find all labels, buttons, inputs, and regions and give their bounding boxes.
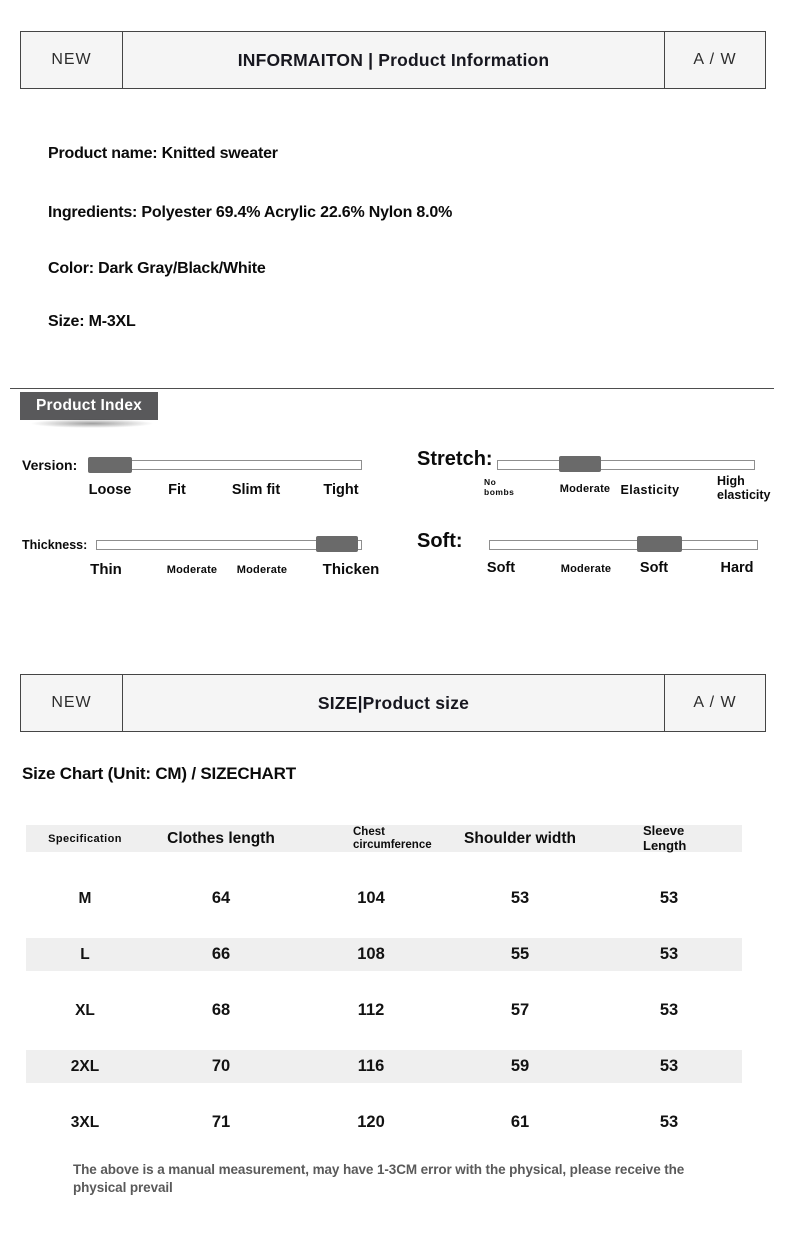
sleeve-length-value: 53 (659, 1057, 679, 1075)
stretch-option-high-elasticity: High elasticity (717, 474, 771, 502)
size-range-line: Size: M-3XL (48, 313, 136, 330)
version-option-loose: Loose (88, 482, 132, 498)
thickness-slider-indicator (316, 536, 358, 552)
size-table (26, 825, 742, 1162)
ingredients-line: Ingredients: Polyester 69.4% Acrylic 22.6% Nylon 8.0% (48, 204, 453, 221)
version-option-fit: Fit (168, 482, 186, 498)
version-option-slim-fit: Slim fit (231, 482, 281, 498)
table-row-m (26, 882, 742, 915)
column-header-line: Length (643, 837, 687, 853)
thickness-option-moderate-1: Moderate (166, 564, 218, 576)
version-option-tight: Tight (323, 482, 359, 498)
size-label: 2XL (70, 1057, 100, 1075)
column-header-line: Chest (353, 826, 385, 838)
sleeve-length-value: 53 (659, 1113, 679, 1131)
shoulder-width-value: 55 (510, 945, 530, 963)
size-label: L (80, 945, 90, 963)
clothes-length-value: 68 (211, 1001, 231, 1019)
soft-slider-label: Soft: (417, 530, 463, 552)
season-badge: A / W (664, 675, 765, 731)
shoulder-width-value: 61 (510, 1113, 530, 1131)
column-header-shoulder-width: Shoulder width (464, 829, 576, 847)
measurement-note: The above is a manual measurement, may have 1-3CM error with the physical, please receive the physical prevail (73, 1162, 685, 1195)
table-row-xl (26, 994, 742, 1027)
shoulder-width-value: 53 (510, 889, 530, 907)
column-header-line: circumference (353, 838, 432, 851)
clothes-length-value: 64 (211, 889, 231, 907)
size-label: XL (75, 1001, 95, 1019)
column-header-line: Sleeve (643, 823, 685, 838)
thickness-option-thicken: Thicken (322, 561, 380, 578)
stretch-option-no-bombs: No bombs (484, 477, 515, 497)
product-name-line: Product name: Knitted sweater (48, 145, 278, 162)
soft-option-soft-2: Soft (639, 560, 669, 576)
info-header-title: INFORMAITON | Product Information (237, 49, 550, 70)
soft-option-moderate: Moderate (560, 563, 612, 575)
product-index-badge-shadow (30, 419, 154, 428)
sleeve-length-value: 53 (659, 1001, 679, 1019)
color-line: Color: Dark Gray/Black/White (48, 260, 266, 277)
soft-option-soft-1: Soft (486, 560, 516, 576)
column-header-specification: Specification (48, 832, 122, 845)
soft-slider-indicator (637, 536, 682, 552)
thickness-option-thin: Thin (90, 561, 122, 578)
size-chart-title: Size Chart (Unit: CM) / SIZECHART (22, 764, 296, 783)
version-slider-indicator (88, 457, 132, 473)
clothes-length-value: 71 (211, 1113, 231, 1131)
chest-circumference-value: 116 (357, 1057, 385, 1075)
clothes-length-value: 70 (211, 1057, 231, 1075)
sleeve-length-value: 53 (659, 945, 679, 963)
section-divider-rule (10, 388, 774, 389)
size-label: M (78, 889, 92, 907)
stretch-slider-track (497, 460, 755, 470)
new-badge: NEW (21, 675, 123, 731)
shoulder-width-value: 59 (510, 1057, 530, 1075)
chest-circumference-value: 112 (357, 1001, 385, 1019)
soft-slider-track (489, 540, 758, 550)
stretch-slider-label: Stretch: (417, 448, 493, 470)
column-header-chest-circumference (298, 826, 444, 851)
size-header-title: SIZE|Product size (317, 692, 470, 713)
new-badge: NEW (21, 32, 123, 88)
thickness-option-moderate-2: Moderate (236, 564, 288, 576)
column-header-sleeve-length (596, 824, 742, 853)
stretch-slider-indicator (559, 456, 601, 472)
size-header-banner (20, 674, 766, 732)
season-badge: A / W (664, 32, 765, 88)
column-header-clothes-length: Clothes length (167, 829, 275, 847)
version-slider-label: Version: (22, 457, 78, 473)
chest-circumference-value: 104 (357, 889, 385, 907)
table-row-2xl (26, 1050, 742, 1083)
thickness-slider-label: Thickness: (22, 538, 88, 552)
table-row-l (26, 938, 742, 971)
table-row-3xl (26, 1106, 742, 1139)
info-header-banner (20, 31, 766, 89)
shoulder-width-value: 57 (510, 1001, 530, 1019)
sleeve-length-value: 53 (659, 889, 679, 907)
size-table-header-row (26, 825, 742, 852)
stretch-option-elasticity: Elasticity (620, 483, 680, 497)
clothes-length-value: 66 (211, 945, 231, 963)
stretch-option-moderate: Moderate (559, 483, 611, 495)
soft-option-hard: Hard (720, 560, 754, 576)
size-label: 3XL (70, 1113, 100, 1131)
chest-circumference-value: 120 (357, 1113, 385, 1131)
chest-circumference-value: 108 (357, 945, 385, 963)
product-index-badge: Product Index (20, 392, 158, 420)
